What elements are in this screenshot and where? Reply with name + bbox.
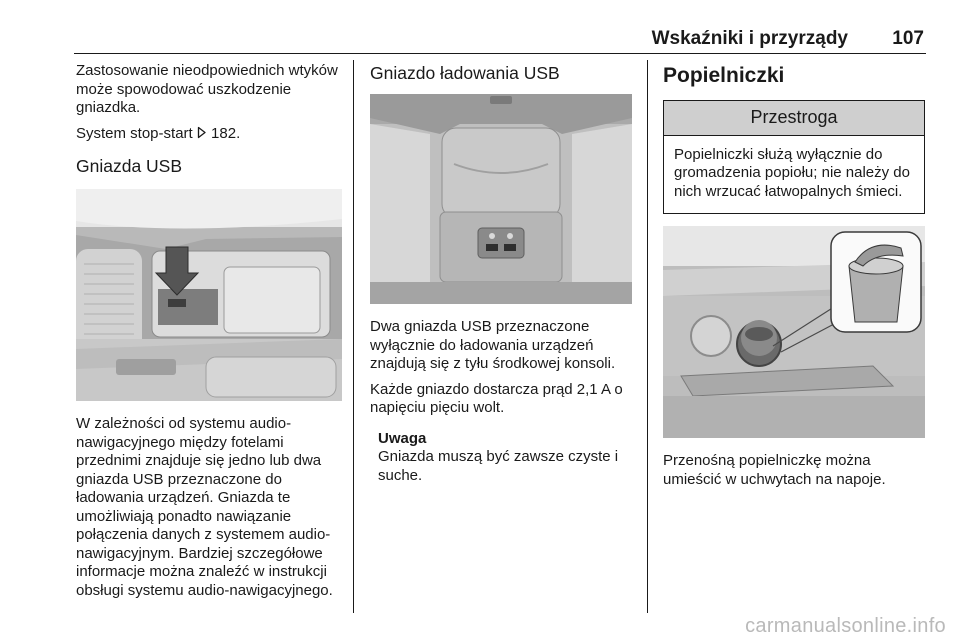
page-number: 107 [892,28,924,49]
caution-box [663,100,925,214]
usb-current-description: Każde gniazdo dostarcza prąd 2,1 A o napięciu pięciu wolt. [370,380,623,416]
column-1 [76,62,342,607]
usb-charging-heading: Gniazdo ładowania USB [370,63,560,83]
usb-charging-description: Dwa gniazda USB przeznaczone wyłącznie do ładowania urządzeń znajdują się z tyłu środkowej konsoli. [370,318,616,372]
rear-usb-illustration [370,94,632,304]
column-3 [663,62,925,496]
caution-text: Popielniczki służą wyłącznie do gromadzenia popiołu; nie należy do nich wrzucać łatwopalnych śmieci. [674,145,910,200]
caution-title: Przestroga [664,101,924,136]
ashtrays-heading: Popielniczki [663,64,785,87]
stop-start-reference [76,125,342,144]
page-header-title: Wskaźniki i przyrządy [651,28,848,49]
usb-console-illustration [76,189,342,401]
note-title: Uwaga [378,429,427,447]
ashtray-illustration [663,226,925,438]
usb-description: W zależności od systemu audio-nawigacyjnego między fotelami przednimi znajduje się jedno lub dwa gniazda USB przeznaczone do ładowania urządzeń. Gniazda te umożliwiają ponadto nawiązanie połączenia danych z systemem audio-nawigacyjnym. Bardziej szczegółowe informacje można znaleźć w instrukcji obsługi systemu audio-nawigacyjnego. [76,415,333,599]
note-text: Gniazda muszą być zawsze czyste i suche. [378,448,619,484]
usb-sockets-heading: Gniazda USB [76,156,183,176]
ashtray-description: Przenośną popielniczkę można umieścić w uchwytach na napoje. [663,452,886,488]
stop-start-page-ref[interactable]: 182. [211,124,241,142]
header-rule [74,53,926,54]
column-2 [370,62,636,485]
warning-paragraph: Zastosowanie nieodpowiednich wtyków może spowodować uszkodzenie gniazdka. [76,62,338,116]
column-divider-2 [647,60,648,613]
arrow-ref-icon [197,125,211,142]
stop-start-text: System stop-start [76,124,193,142]
column-divider-1 [353,60,354,613]
watermark: carmanualsonline.info [745,615,946,637]
